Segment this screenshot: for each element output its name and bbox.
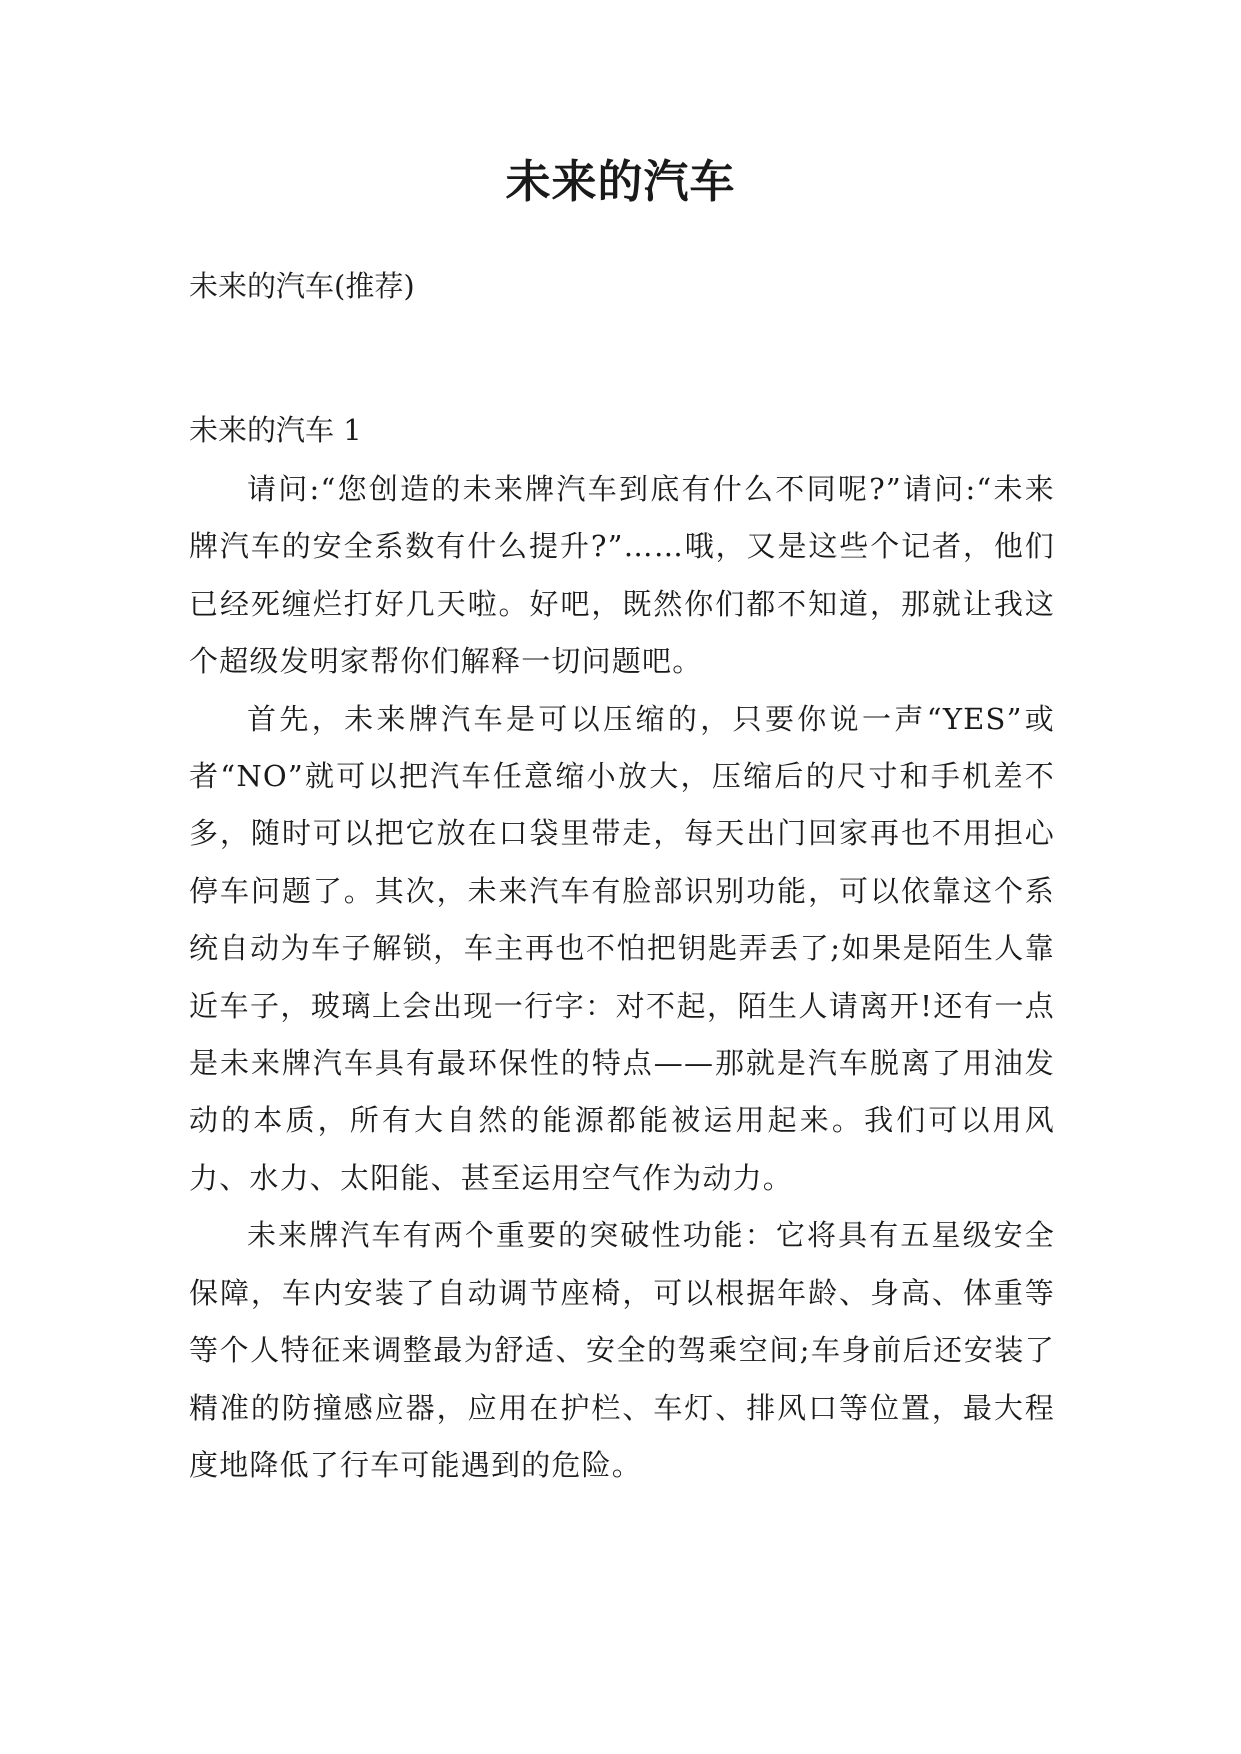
- body-text: [189, 461, 1055, 1494]
- paragraph-3: 未来牌汽车有两个重要的突破性功能：它将具有五星级安全保障，车内安装了自动调节座椅，可以根据年龄、身高、体重等等个人特征来调整最为舒适、安全的驾乘空间;车身前后还安装了精准的防撞感应器，应用在护栏、车灯、排风口等位置，最大程度地降低了行车可能遇到的危险。: [189, 1218, 1055, 1482]
- document-subtitle: 未来的汽车(推荐): [189, 269, 415, 303]
- paragraph-1: 请问:“您创造的未来牌汽车到底有什么不同呢?”请问:“未来牌汽车的安全系数有什么提升?”……哦，又是这些个记者，他们已经死缠烂打好几天啦。好吧，既然你们都不知道，那就让我这个超级发明家帮你们解释一切问题吧。: [189, 472, 1055, 679]
- paragraph-2: 首先，未来牌汽车是可以压缩的，只要你说一声“YES”或者“NO”就可以把汽车任意缩小放大，压缩后的尺寸和手机差不多，随时可以把它放在口袋里带走，每天出门回家再也不用担心停车问题了。其次，未来汽车有脸部识别功能，可以依靠这个系统自动为车子解锁，车主再也不怕把钥匙弄丢了;如果是陌生人靠近车子，玻璃上会出现一行字：对不起，陌生人请离开!还有一点是未来牌汽车具有最环保性的特点——那就是汽车脱离了用油发动的本质，所有大自然的能源都能被运用起来。我们可以用风力、水力、太阳能、甚至运用空气作为动力。: [189, 701, 1055, 1195]
- section-heading: 未来的汽车 1: [189, 413, 362, 447]
- document-title: 未来的汽车: [505, 155, 736, 208]
